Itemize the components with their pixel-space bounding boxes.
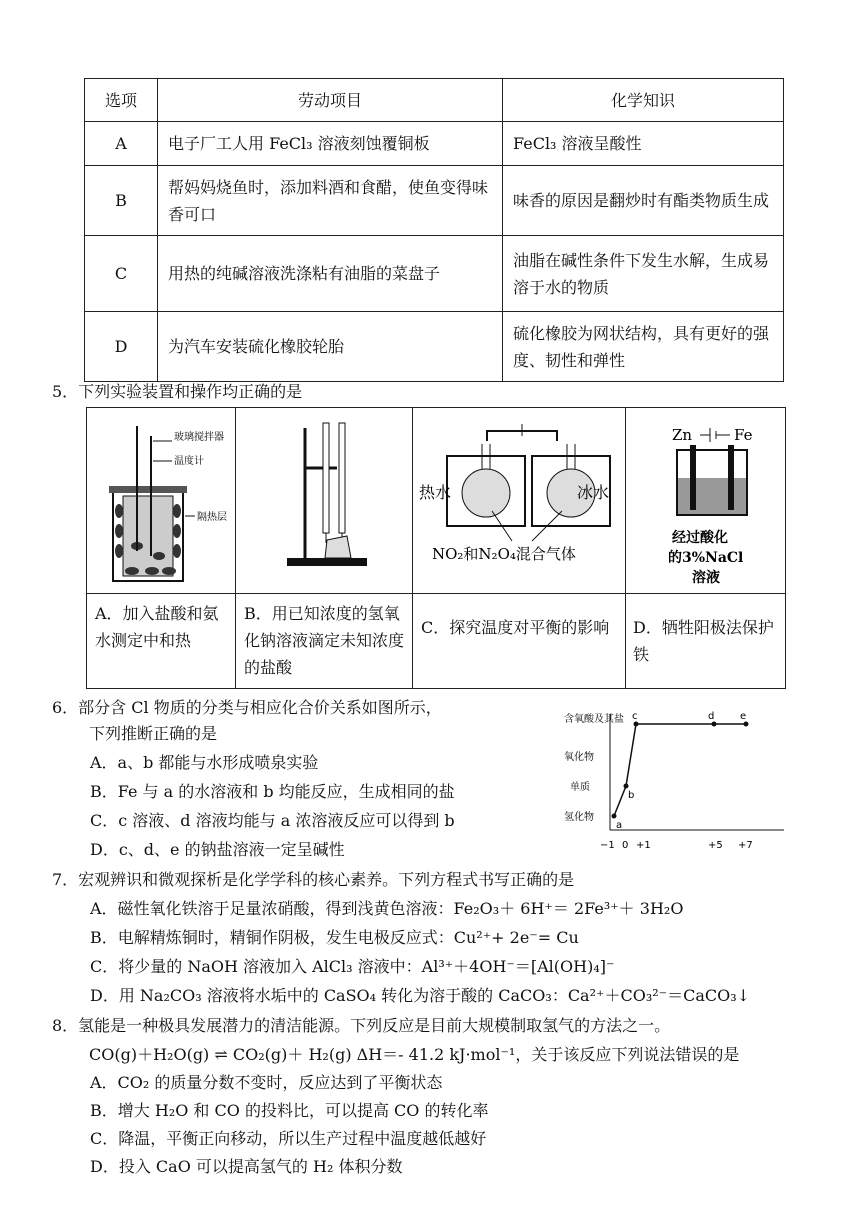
question-5-stem: 5．下列实验装置和操作均正确的是 <box>52 382 303 401</box>
label-d: d <box>708 711 715 722</box>
table-header-row <box>85 79 784 122</box>
row-option: D <box>85 312 158 382</box>
caption-a: A．加入盐酸和氨水测定中和热 <box>95 604 219 650</box>
caption-d: D．牺牲阳极法保护铁 <box>633 618 774 664</box>
x-label-pos1: +1 <box>636 840 651 851</box>
question-8-stem: 8．氢能是一种极具发展潜力的清洁能源。下列反应是目前大规模制取氢气的方法之一。 <box>52 1016 671 1035</box>
q6-option-c[interactable]: C．c 溶液、d 溶液均能与 a 浓溶液反应可以得到 b <box>90 811 455 830</box>
x-label-pos7: +7 <box>738 840 753 851</box>
row-option: B <box>85 166 158 236</box>
table-row <box>85 236 784 312</box>
label-a: a <box>616 820 623 831</box>
point-d <box>712 722 717 727</box>
row-knowledge: 油脂在碱性条件下发生水解，生成易溶于水的物质 <box>503 236 784 312</box>
zn-label: Zn <box>672 426 693 444</box>
question-7-stem: 7．宏观辨识和微观探析是化学学科的核心素养。下列方程式书写正确的是 <box>52 870 575 889</box>
equilibrium-diagram <box>417 416 622 588</box>
question-6-stem-2: 下列推断正确的是 <box>89 724 218 743</box>
ice-water-label: 冰水 <box>577 483 610 502</box>
table-row <box>85 312 784 382</box>
solution-label-1: 经过酸化 <box>672 530 728 546</box>
row-knowledge: FeCl₃ 溶液呈酸性 <box>503 122 784 166</box>
calorimeter-diagram <box>97 416 233 588</box>
label-c: c <box>632 711 638 722</box>
point-b <box>624 784 629 789</box>
row-option: A <box>85 122 158 166</box>
thermometer-label: 温度计 <box>174 456 204 467</box>
question-6-stem-1: 6．部分含 Cl 物质的分类与相应化合价关系如图所示， <box>52 698 442 717</box>
q7-option-d[interactable]: D．用 Na₂CO₃ 溶液将水垢中的 CaSO₄ 转化为溶于酸的 CaCO₃：Ca²⁺＋CO₃²⁻＝CaCO₃↓ <box>90 986 751 1005</box>
row-knowledge: 味香的原因是翻炒时有酯类物质生成 <box>503 166 784 236</box>
row-knowledge: 硫化橡胶为网状结构，具有更好的强度、韧性和弹性 <box>503 312 784 382</box>
caption-b: B．用已知浓度的氢氧化钠溶液滴定未知浓度的盐酸 <box>244 604 405 677</box>
label-b: b <box>628 790 635 801</box>
row-labor: 帮妈妈烧鱼时，添加料酒和食醋，使鱼变得味香可口 <box>158 166 503 236</box>
header-labor: 劳动项目 <box>158 79 503 122</box>
row-labor: 电子厂工人用 FeCl₃ 溶液刻蚀覆铜板 <box>158 122 503 166</box>
y-label-hydride: 氢化物 <box>564 812 594 823</box>
solution-label-2: 的3%NaCl <box>668 550 744 566</box>
point-e <box>744 722 749 727</box>
q7-option-a[interactable]: A．磁性氧化铁溶于足量浓硝酸，得到浅黄色溶液：Fe₂O₃＋ 6H⁺＝ 2Fe³⁺＋ 3H₂O <box>90 899 684 918</box>
label-e: e <box>740 711 747 722</box>
q6-option-d[interactable]: D．c、d、e 的钠盐溶液一定呈碱性 <box>90 840 345 859</box>
table-row <box>85 166 784 236</box>
stirrer-label: 玻璃搅拌器 <box>174 432 224 443</box>
row-labor: 用热的纯碱溶液洗涤粘有油脂的菜盘子 <box>158 236 503 312</box>
insulation-label: 隔热层 <box>197 512 227 523</box>
y-label-oxyacid: 含氧酸及其盐 <box>564 714 624 725</box>
titration-diagram <box>277 418 397 588</box>
y-label-oxide: 氧化物 <box>564 752 594 763</box>
header-knowledge: 化学知识 <box>503 79 784 122</box>
row-option: C <box>85 236 158 312</box>
row-labor: 为汽车安装硫化橡胶轮胎 <box>158 312 503 382</box>
x-label-pos5: +5 <box>708 840 723 851</box>
sacrificial-anode-diagram <box>632 420 780 588</box>
q6-option-a[interactable]: A．a、b 都能与水形成喷泉实验 <box>90 753 319 772</box>
q8-option-b[interactable]: B．增大 H₂O 和 CO 的投料比，可以提高 CO 的转化率 <box>90 1101 489 1120</box>
q7-option-b[interactable]: B．电解精炼铜时，精铜作阴极，发生电极反应式：Cu²⁺+ 2e⁻= Cu <box>90 928 579 947</box>
fe-label: Fe <box>734 426 753 444</box>
header-option: 选项 <box>85 79 158 122</box>
question-5-apparatus-table <box>86 407 786 689</box>
question-8-equation: CO(g)＋H₂O(g) ⇌ CO₂(g)＋ H₂(g) ΔH＝- 41.2 kJ·mol⁻¹，关于该反应下列说法错误的是 <box>89 1045 740 1064</box>
table-row <box>85 122 784 166</box>
caption-c: C．探究温度对平衡的影响 <box>421 618 610 637</box>
solution-label-3: 溶液 <box>692 570 720 586</box>
x-label-neg1: −1 <box>600 840 615 851</box>
q8-option-a[interactable]: A．CO₂ 的质量分数不变时，反应达到了平衡状态 <box>90 1073 443 1092</box>
point-c <box>634 722 639 727</box>
point-a <box>612 814 617 819</box>
q8-option-c[interactable]: C．降温，平衡正向移动，所以生产过程中温度越低越好 <box>90 1129 487 1148</box>
gas-mixture-label: NO₂和N₂O₄混合气体 <box>432 545 576 563</box>
valence-category-chart <box>562 704 787 864</box>
question-4-table <box>84 78 784 382</box>
q7-option-c[interactable]: C．将少量的 NaOH 溶液加入 AlCl₃ 溶液中：Al³⁺＋4OH⁻＝[Al(OH)₄]⁻ <box>90 957 615 976</box>
y-label-element: 单质 <box>570 782 590 793</box>
x-label-0: 0 <box>622 840 629 851</box>
q6-option-b[interactable]: B．Fe 与 a 的水溶液和 b 均能反应，生成相同的盐 <box>90 782 455 801</box>
q8-option-d[interactable]: D．投入 CaO 可以提高氢气的 H₂ 体积分数 <box>90 1157 403 1176</box>
hot-water-label: 热水 <box>419 483 452 502</box>
